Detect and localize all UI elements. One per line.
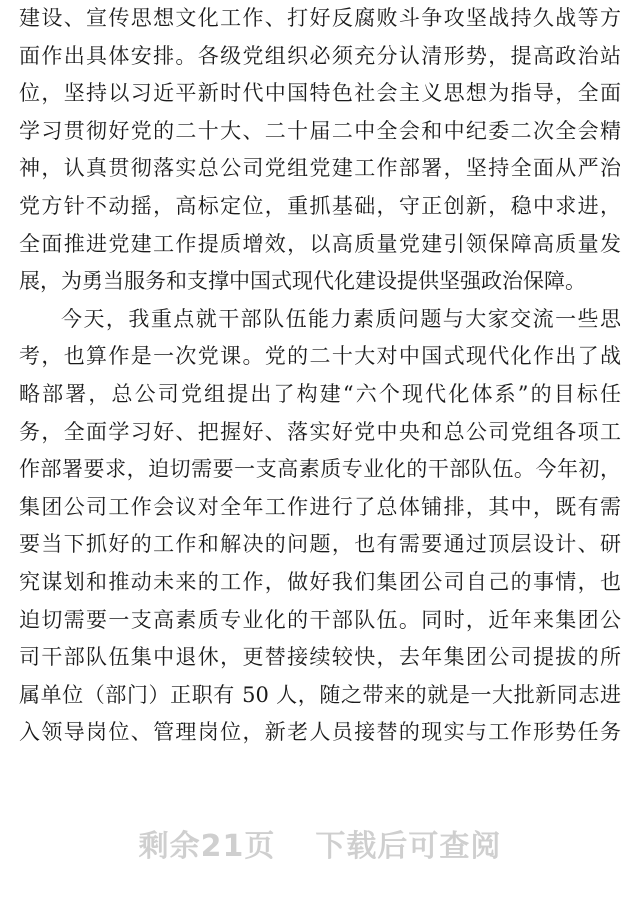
text-line: 务，全面学习好、把握好、落实好党中央和总公司党组各项工 (19, 419, 621, 444)
text-line: 迫切需要一支高素质专业化的干部队伍。同时，近年来集团公 (19, 607, 621, 632)
download-hint-label: 下载后可查阅 (315, 829, 502, 864)
document-body (19, 0, 621, 752)
text-line: 略部署，总公司党组提出了构建“六个现代化体系”的目标任 (19, 381, 621, 406)
text-line: 司干部队伍集中退休，更替接续较快，去年集团公司提拔的所 (19, 645, 621, 670)
text-line: 党方针不动摇，高标定位，重抓基础，守正创新，稳中求进， (19, 193, 621, 218)
paragraph-1 (19, 0, 621, 301)
paragraph-2 (19, 301, 621, 752)
text-line: 入领导岗位、管理岗位，新老人员接替的现实与工作形势任务 (19, 720, 621, 745)
text-line: 考，也算作是一次党课。党的二十大对中国式现代化作出了战 (19, 344, 621, 369)
text-line: 今天，我重点就干部队伍能力素质问题与大家交流一些思 (61, 306, 621, 331)
download-banner[interactable] (0, 822, 640, 872)
text-line: 全面推进党建工作提质增效，以高质量党建引领保障高质量发 (19, 231, 621, 256)
text-line: 作部署要求，迫切需要一支高素质专业化的干部队伍。今年初， (19, 457, 621, 482)
text-line: 面作出具体安排。各级党组织必须充分认清形势，提高政治站 (19, 43, 621, 68)
text-line: 究谋划和推动未来的工作，做好我们集团公司自己的事情，也 (19, 569, 621, 594)
remaining-pages-label: 剩余21页 (138, 829, 276, 864)
text-line: 要当下抓好的工作和解决的问题，也有需要通过顶层设计、研 (19, 532, 621, 557)
text-line: 展，为勇当服务和支撑中国式现代化建设提供坚强政治保障。 (19, 269, 586, 294)
text-line: 建设、宣传思想文化工作、打好反腐败斗争攻坚战持久战等方 (19, 6, 621, 30)
text-line: 位，坚持以习近平新时代中国特色社会主义思想为指导，全面 (19, 81, 621, 106)
text-line: 神，认真贯彻落实总公司党组党建工作部署，坚持全面从严治 (19, 156, 621, 181)
text-line: 学习贯彻好党的二十大、二十届二中全会和中纪委二次全会精 (19, 118, 621, 143)
text-line: 属单位（部门）正职有 50 人，随之带来的就是一大批新同志进 (19, 682, 621, 707)
text-line: 集团公司工作会议对全年工作进行了总体铺排，其中，既有需 (19, 494, 621, 519)
